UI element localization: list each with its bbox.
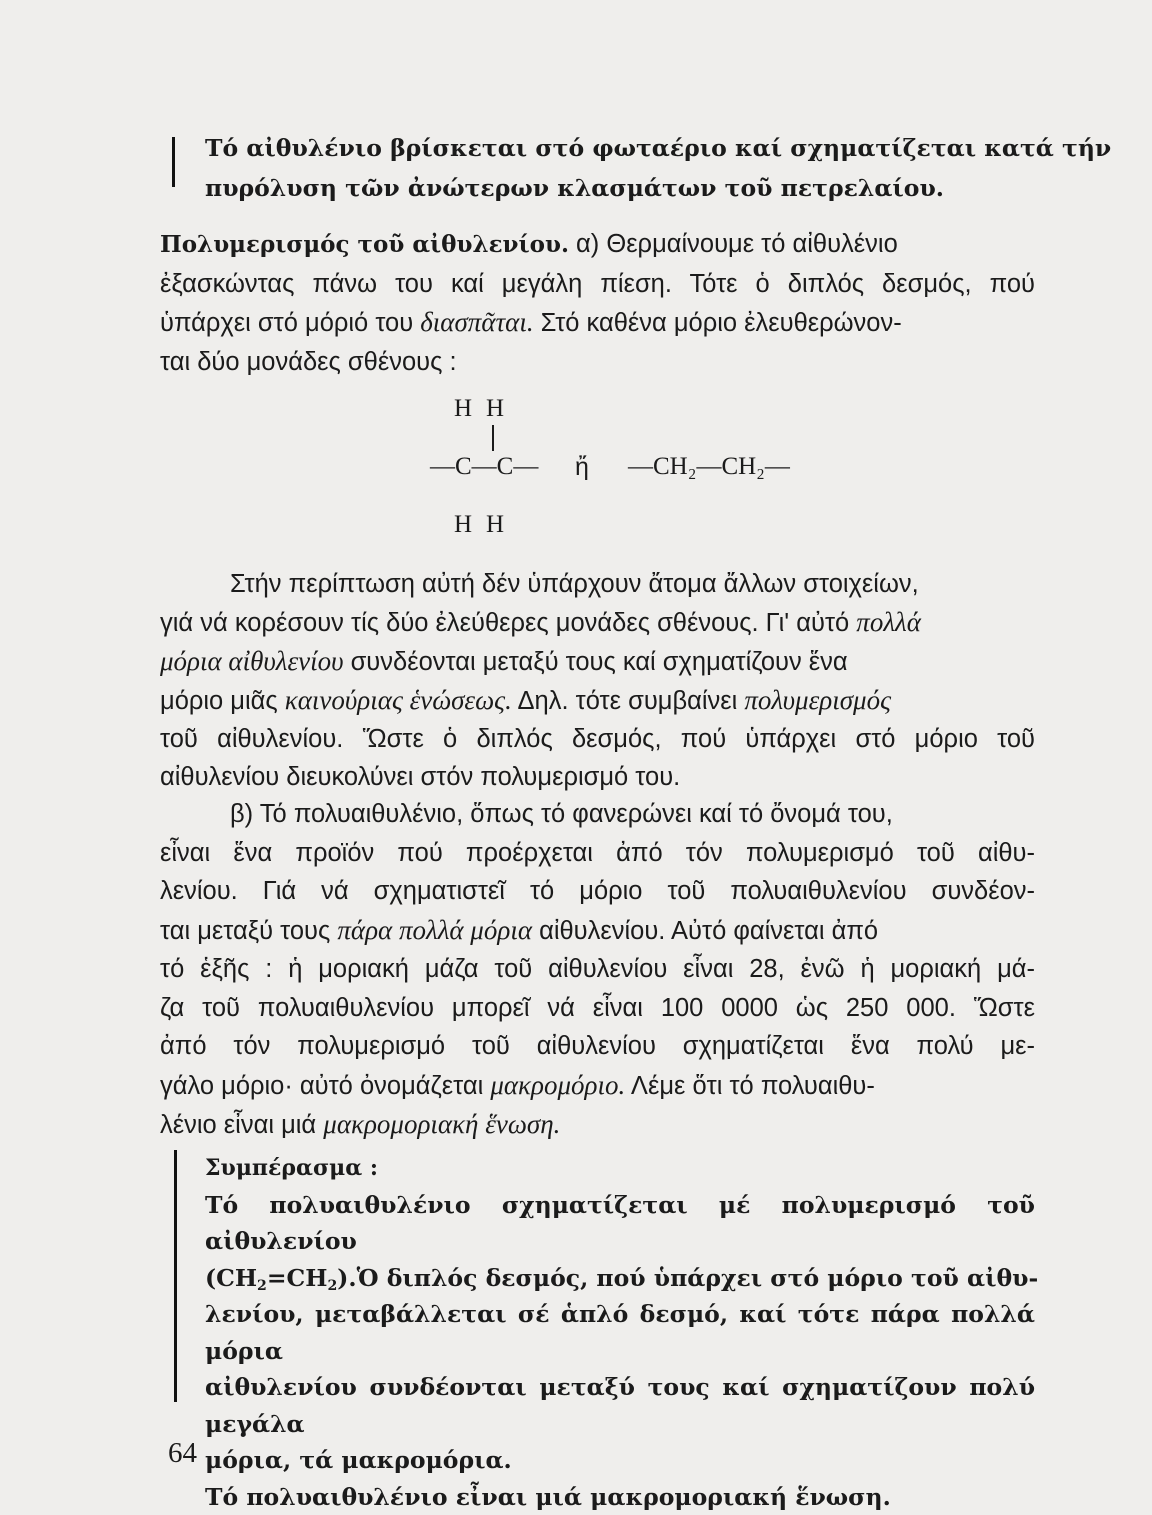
text-line: Τό πολυαιθυλένιο εἶναι μιά μακρομοριακή ἕνωση. xyxy=(205,1479,1035,1515)
text-line: αἰθυλενίου διευκολύνει στόν πολυμερισμό του. xyxy=(160,758,1035,796)
italic-span: μόρια αἰθυλενίου xyxy=(160,646,343,676)
text-span: =CH xyxy=(267,1264,328,1292)
italic-span: μακρομόριο. xyxy=(490,1070,625,1100)
alternate-chain: —CH₂—CH₂— xyxy=(628,453,790,481)
text-line xyxy=(160,603,1035,642)
text-line: ζα τοῦ πολυαιθυλενίου μπορεῖ νά εἶναι 100 0000 ὡς 250 000. Ὥστε xyxy=(160,989,1035,1028)
text-line xyxy=(160,1105,1035,1145)
italic-span: πάρα πολλά μόρια xyxy=(337,915,532,945)
text-span: συνδέονται μεταξύ τους καί σχηματίζουν ἕνα xyxy=(343,648,847,676)
text-line: μόρια, τά μακρομόρια. xyxy=(205,1442,1035,1479)
or-word: ἤ xyxy=(575,453,589,482)
text-line: Τό αἰθυλένιο βρίσκεται στό φωταέριο καί σχηματίζεται κατά τήν xyxy=(205,128,1033,168)
text-span: ται μεταξύ τους xyxy=(160,917,337,945)
hydrogen-atom: H xyxy=(486,511,504,539)
text-line xyxy=(160,681,1035,720)
text-span: Δηλ. τότε συμβαίνει xyxy=(512,687,745,715)
subscript: 2 xyxy=(327,1278,337,1294)
text-line: ἀπό τόν πολυμερισμό τοῦ αἰθυλενίου σχηματίζεται ἕνα πολύ με- xyxy=(160,1027,1035,1066)
structural-formula xyxy=(430,395,850,545)
text-line xyxy=(160,1066,1035,1106)
conclusion-box xyxy=(205,1150,1035,1515)
text-line: λενίου. Γιά νά σχηματιστεῖ τό μόριο τοῦ πολυαιθυλενίου συνδέον- xyxy=(160,872,1035,911)
text-line: αἰθυλενίου συνδέονται μεταξύ τους καί σχηματίζουν πολύ μεγάλα xyxy=(205,1369,1035,1442)
italic-span: διασπᾶται. xyxy=(420,307,533,337)
hydrogen-atom: H xyxy=(454,395,472,423)
section-heading: Πολυμερισμός τοῦ αἰθυλενίου. xyxy=(160,231,569,258)
text-line: Στήν περίπτωση αὐτή δέν ὑπάρχουν ἄτομα ἄλλων στοιχείων, xyxy=(160,565,1035,603)
text-line xyxy=(205,1260,1035,1297)
hydrogen-atom: H xyxy=(454,511,472,539)
text-line: ται δύο μονάδες σθένους : xyxy=(160,343,1035,382)
paragraph xyxy=(160,565,1035,796)
text-line: β) Τό πολυαιθυλένιο, ὅπως τό φανερώνει καί τό ὄνομά του, xyxy=(160,795,1035,834)
italic-span: καινούριας ἑνώσεως. xyxy=(285,685,512,715)
page-number: 64 xyxy=(168,1437,197,1470)
bond-line xyxy=(492,425,494,451)
text-span: Στό καθένα μόριο ἐλευθερώνον- xyxy=(534,309,902,337)
text-span: αἰθυλενίου. Αὐτό φαίνεται ἀπό xyxy=(532,917,878,945)
carbon-chain: —C—C— xyxy=(430,453,538,481)
polymerization-paragraph xyxy=(160,225,1035,381)
text-span: (CH xyxy=(205,1264,257,1292)
text-line xyxy=(160,225,1035,265)
text-line: τό ἑξῆς : ἡ μοριακή μάζα τοῦ αἰθυλενίου εἶναι 28, ἐνῶ ἡ μοριακή μά- xyxy=(160,950,1035,989)
text-span: ).Ὁ διπλός δεσμός, πού ὑπάρχει στό μόριο τοῦ αἰθυ- xyxy=(337,1264,1038,1292)
margin-bar xyxy=(174,1150,177,1402)
intro-paragraph xyxy=(205,128,1033,208)
text-line: τοῦ αἰθυλενίου. Ὥστε ὁ διπλός δεσμός, πού ὑπάρχει στό μόριο τοῦ xyxy=(160,720,1035,758)
text-span: λένιο εἶναι μιά xyxy=(160,1111,323,1139)
italic-span: πολλά xyxy=(856,607,921,637)
conclusion-title: Συμπέρασμα : xyxy=(205,1150,1035,1187)
italic-span: πολυμερισμός xyxy=(744,685,891,715)
paragraph xyxy=(160,795,1035,1145)
hydrogen-atom: H xyxy=(486,395,504,423)
text-span: μόριο μιᾶς xyxy=(160,687,285,715)
text-span: γιά νά κορέσουν τίς δύο ἐλεύθερες μονάδες σθένους. Γι' αὐτό xyxy=(160,609,856,637)
text-span: γάλο μόριο· αὐτό ὀνομάζεται xyxy=(160,1072,490,1100)
text-line xyxy=(160,642,1035,681)
text-line: εἶναι ἕνα προϊόν πού προέρχεται ἀπό τόν πολυμερισμό τοῦ αἰθυ- xyxy=(160,834,1035,873)
text-span: ὑπάρχει στό μόριό του xyxy=(160,309,420,337)
text-line: λενίου, μεταβάλλεται σέ ἁπλό δεσμό, καί τότε πάρα πολλά μόρια xyxy=(205,1296,1035,1369)
italic-span: μακρομοριακή ἕνωση. xyxy=(323,1109,560,1139)
subscript: 2 xyxy=(257,1278,267,1294)
text-line xyxy=(160,911,1035,951)
text-line: ἐξασκώντας πάνω του καί μεγάλη πίεση. Τότε ὁ διπλός δεσμός, πού xyxy=(160,265,1035,304)
text-span: Λέμε ὅτι τό πολυαιθυ- xyxy=(625,1072,875,1100)
margin-bar xyxy=(172,137,175,187)
text-line: Τό πολυαιθυλένιο σχηματίζεται μέ πολυμερισμό τοῦ αἰθυλενίου xyxy=(205,1187,1035,1260)
text-span: α) Θερμαίνουμε τό αἰθυλένιο xyxy=(569,230,898,258)
text-line: πυρόλυση τῶν ἀνώτερων κλασμάτων τοῦ πετρελαίου. xyxy=(205,168,1033,208)
text-line xyxy=(160,303,1035,343)
